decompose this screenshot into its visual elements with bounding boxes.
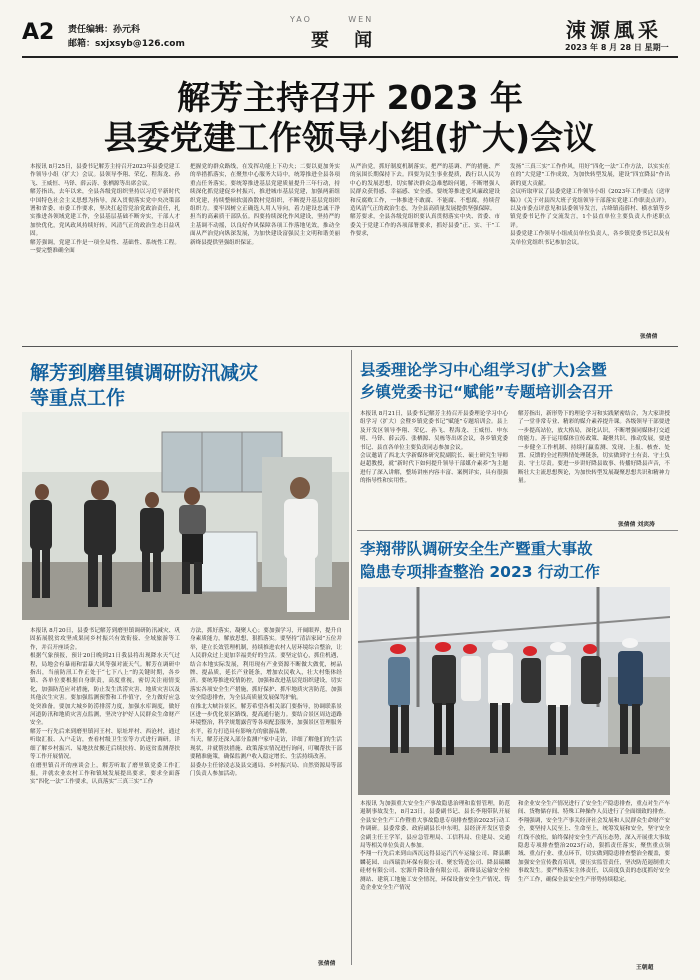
divider: [357, 530, 678, 531]
article4-headline-line2: 隐患专项排查整治 2023 行动工作: [360, 563, 600, 581]
page-number: A2: [22, 20, 55, 45]
factory-inspection-photo: [358, 587, 670, 795]
article3-reporter: 张倩倩 刘宾涛: [618, 522, 655, 528]
article3-col1: 本报讯 8月21日，县委书记解芳主持召开县委理论学习中心组学习（扩大）会暨乡镇党委书记“赋能”专题培训会。县上及开发区领导李翔、荣亿、孙飞、程海龙、王威恒、申东明、马铎、薛云涛、张栖源、吴栋等出席会议，各乡镇党委书记、县直各单位主要负责同志参加会议。 会议邀请了西北大学新媒体研究院副院长、硕士研究生导师赵超教授，就“新时代下如何提升领导干部媒介素养”为主题进行了深入讲解，整场讲座内容丰富、案例详实，具有很强的指导性和实用性。: [360, 411, 508, 485]
email-label: 邮箱：sxjxsyb@126.com: [68, 39, 185, 49]
article2-headline-line2: 等重点工作: [30, 387, 126, 409]
section-pinyin: YAO WEN: [290, 15, 374, 24]
divider: [22, 346, 678, 347]
article2-photo: [22, 412, 349, 620]
article1-headline-line2: 县委党建工作领导小组(扩大)会议: [103, 118, 597, 157]
article4-photo: [358, 587, 670, 795]
article3-headline-line1: 县委理论学习中心组学习(扩大)会暨: [360, 361, 607, 379]
article1-col4: 发扬“三真三实”工作作风，用好“四化一法”工作方法，以实实在在的“大党建”工作成效，为加快转型发展，建设“四宜降县”作出新的更大贡献。 会议听取审议了县委党建工作领导小组《2023年工作要点（送审稿）》《关于对县四大班子党组领导干部落实党建工作职责点评》，以及市委点评意见和县委领导发言，古绛镇南薛村、横水镇等乡镇党委书记作了交流发言，1个县直单位主要负责人作述职点评。 县委党建工作领导小组成员单位负责人，各乡镇党委书记以及有关单位党组织书记参加会议。: [510, 164, 670, 246]
article3-headline-line2: 乡镇党委书记“赋能”专题培训会召开: [360, 383, 613, 401]
article4-headline-line1: 李翔带队调研安全生产暨重大事故: [360, 540, 593, 558]
section-title: 要 闻: [311, 30, 373, 51]
article1-col1: 本报讯 8月25日，县委书记解芳主持召开2023年县委党建工作领导小组（扩大）会议。县领导李翔、荣亿、程海龙、孙飞、王威恒、马铎、薛云涛、张栖源等出席会议。 解芳指出，去年以来，全县各级党组织坚持以习近平新时代中国特色社会主义思想为指导，深入贯彻落实党中央决策部署和省委、市委工作要求，坚决扛起管党治党政治责任，扎实推进各领域党建工作，全县基层基础不断夯实，干部人才加快优化，党风政风持续好转，风清气正的政治生态日益巩固。 解芳强调，党建工作是一项全局性、基础性、系统性工程。一要完整准确全面: [30, 164, 180, 255]
article4-reporter: 王朝超: [636, 965, 654, 971]
editor-label: 责任编辑：孙元科: [68, 25, 141, 35]
article1-headline-line1: 解芳主持召开 2023 年: [177, 78, 523, 117]
article2-col1: 本报讯 8月20日，县委书记解芳到磨里镇调研防汛减灾、巩固拓展脱贫攻坚成果同乡村振兴有效衔接、全域旅游等工作，并召开座谈会。 根据气象预报，预计20日晚到21日我县将出现降水天气过程，局地会有暴雨和雷暴大风等强对流天气。解芳在调研中指出，当前防汛工作正处于“七下八上”的关键时期，各乡镇、各单位要根据自身职责，高度重视，密切关注雨情变化，加强防范应对措施，防止发生洪涝灾害、地质灾害以及其他次生灾害。要加强监测预警和工作值守，全力做好应急处突准备。要加大城乡防涝排涝力度，加强水库调度，做好河道防汛和地质灾害点监测，坚决守护好人民群众生命财产安全。 解芳一行先后来到磨里镇河王村、原址坪村、西沧村，通过听取汇报、入户走访，查看村级卫生室等方式进行调研。详细了解乡村振兴、易地扶贫搬迁后续扶持、防返贫监测帮扶等工作开展情况。 在磨里镇召开的座谈会上，解芳听取了磨里镇党委工作汇报，并就农业农村工作和镇域发展提出要求，要求全面落实“四化一法”工作要求，认真落实“三真三实”工作: [30, 628, 180, 786]
article1-col3: 从严治党，抓好制度机制落实，把严的基调、严的措施、严的氛围长期保持下去。四要为民生事业提质，践行以人民为中心的发展思想，切实解决群众急难愁盼问题，不断增强人民群众获得感、幸福感、安全感。要统筹推进党风廉政建设和反腐败工作，一体推进不敢腐、不能腐、不想腐，持续营造风清气正的政治生态，为全县高质量发展提供坚强保障。 解芳要求，全县各级党组织要认真贯彻落实中央、省委、市委关于党建工作的各项部署要求，抓好县委“正、实、干”工作要求，: [350, 164, 500, 238]
article1-col2: 把握党的群众路线，在发挥功能上下功夫；二要以更加务实的举措抓落实，在聚焦中心服务大局中，统筹推进全县各项重点任务落实。要统筹推进基层党建质量提升三年行动，持续深化抓党建促乡村振兴，推进城市基层党建，加强两新组织党建，持续整顿软弱涣散村党组织，不断提升基层党组织组织力。要牢固树立正确选人用人导向，着力建设忠诚干净担当的高素质干部队伍。四要持续深化作风建设，坚持严的主基调不动摇，以良好作风保障各项工作落地见效，推动全面从严治党向纵深发展，为加快建设富强民主文明和谐美丽新绛县提供坚强组织保证。: [190, 164, 340, 246]
issue-date: 2023 年 8 月 28 日 星期一: [565, 43, 669, 52]
article1-reporter: 张倩倩: [640, 334, 658, 340]
vertical-divider: [351, 350, 352, 965]
article2-col2: 方法，抓好落实，凝聚人心；要加强学习，开阔眼界，提升自身素质能力，解放思想，狠抓落实。要坚持“清洁家园”五位并举，建立长效管理机制，持续推进农村人居环境综合整治，让人民群众过上更加幸福美好的生活。要坚定信心，抓住机遇，结合本地实际发展，利用现有产业资源不断做大做优，树品牌、提品质，延长产业链条，增加农民收入，壮大村集体经济。要统筹推进疫情防控，加强和改进基层党组织建设，切实落实各项安全生产措施，抓好保护、抓牢地质灾害防范，加强安全隐患排查，为全县高质量发展保驾护航。 在推北大峡谷景区，解芳希望各相关部门要指导，协调联系景区进一步优化景区路线，提高通行能力。要结合景区周边道路环境整治，科学规划露营等各项配套服务，加强景区管理服务水平，着力打造具有影响力的旅游品牌。 当天，解芳还深入部分监测户家中走访，详细了解他们的生活现状，并就帮扶措施、政策落实情况进行询问，叮嘱帮扶干部要精准施策，确保监测户收入稳定增长、生活持续改善。 县委办主任徐凌志及县交通局、乡村振兴局、自然资源局等部门负责人参加活动。: [190, 628, 342, 777]
paper-name: 涑源風采: [566, 18, 662, 42]
article3-col2: 解芳指出，新形势下的理论学习和实践紧密结合，为大家讲授了一堂非常专业、精彩的媒介素养提升课。各级领导干部要进一步提高站位，放大格局，深化认识，不断增强同媒体打交道的能力。善于运用媒体宣传政策、凝聚共识、推动发展，要进一步健全工作机制、持续打赢监测、发现、上报、核查、处置、反馈的全过程舆情处理链条，切实做到守土有责、守土负责、守土尽责。要进一步讲好降县故事、传播好降县声音，不断壮大主流思想舆论，为加快转型发展凝聚思想共识和精神力量。: [518, 411, 670, 485]
inspection-photo: [22, 412, 349, 620]
masthead-rule: [22, 56, 678, 58]
article2-reporter: 张倩倩: [318, 961, 336, 967]
article2-headline-line1: 解芳到磨里镇调研防汛减灾: [30, 362, 259, 384]
article4-col1: 本报讯 为加强重大安全生产事故隐患治理和监督管理，防范遏制事故发生，8月23日，县委副书记、县长李翔带队开展全县安全生产工作暨重大事故隐患专项排查整治2023行动工作调研。县委常委、政府副县长申东明，县经济开发区管委会副主任王学军，县应急管理局、工信科局、住建局、交通局等相关单位负责人参加。 李翔一行先后来到山西沉远得县运汽汽车运输公司、降县麒麟花园、山西瑞浩环保有限公司、聚宏铸造公司、降县瑞麟硅材有限公司、宏源升降设备有限公司、新绛县运输安全检测站、建筑工地施工安全情况，环保设备安全生产情况、铸造企业安全生产情况: [360, 801, 510, 892]
article4-col2: 和企业安全生产情况进行了安全生产隐患排查，重点对生产车间、货物储存间、特殊工种操作人员进行了全面细致的排查。 李翔强调，安全生产事关经济社会发展和人民群众生命财产安全，要坚持人民至上、生命至上，统筹发展和安全，坚守安全红线不放松，始终保持安全生产高压态势，深入开展重大事故隐患专项排查整治2023行动，狠抓责任落实，聚焦重点领域、重点行业、重点环节，切实做到隐患排查整治全覆盖，要加强安全宣传教育培训，要压实监管责任，坚决防范遏制重大事故发生。要严格落实主体责任，以高度负责的态度抓好安全生产工作，确保全县安全生产形势持续稳定。: [518, 801, 670, 883]
